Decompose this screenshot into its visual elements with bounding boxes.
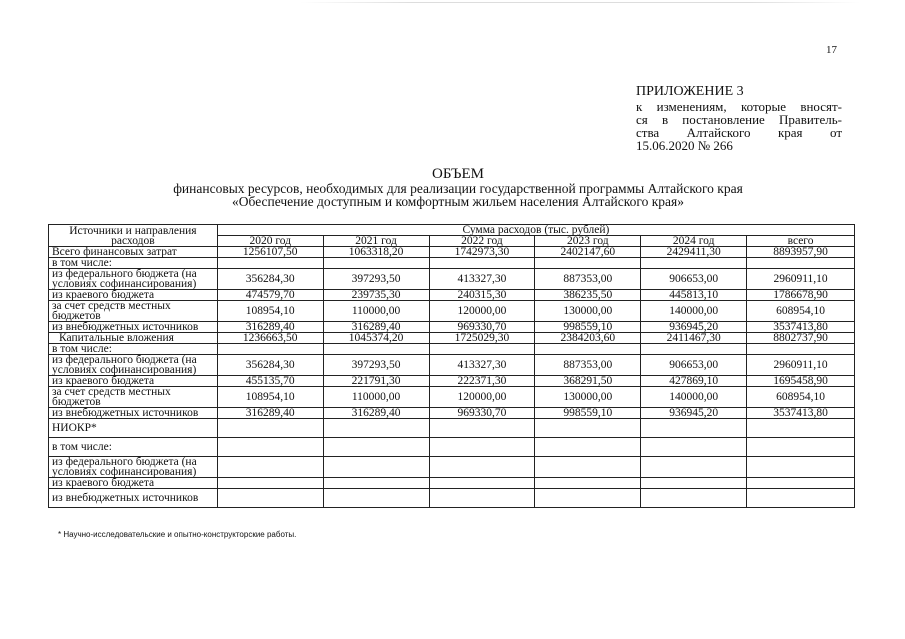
row-value: 887353,00 — [535, 269, 641, 290]
row-value: 316289,40 — [217, 322, 323, 333]
row-value: 120000,00 — [429, 387, 535, 408]
row-value: 906653,00 — [641, 355, 747, 376]
row-value — [535, 457, 641, 478]
row-value — [535, 419, 641, 438]
row-value: 110000,00 — [323, 387, 429, 408]
row-value — [641, 438, 747, 457]
row-value: 130000,00 — [535, 387, 641, 408]
row-value — [323, 438, 429, 457]
appendix-line: к изменениям, которые вносят- — [636, 99, 842, 114]
row-value: 2960911,10 — [747, 355, 855, 376]
row-label: Капитальные вложения — [49, 333, 218, 344]
row-value: 2402147,60 — [535, 247, 641, 258]
row-value — [429, 478, 535, 489]
row-value — [535, 258, 641, 269]
row-value: 906653,00 — [641, 269, 747, 290]
row-value: 316289,40 — [323, 408, 429, 419]
header-source: Источники и направления расходов — [49, 225, 218, 247]
footnote: * Научно-исследовательские и опытно-конструкторские работы. — [58, 530, 297, 539]
row-value: 1256107,50 — [217, 247, 323, 258]
table-row — [49, 355, 855, 376]
row-value: 316289,40 — [217, 408, 323, 419]
row-value — [641, 258, 747, 269]
row-value: 1063318,20 — [323, 247, 429, 258]
header-sum: Сумма расходов (тыс. рублей) — [217, 225, 854, 236]
row-value: 110000,00 — [323, 301, 429, 322]
row-value: 2429411,30 — [641, 247, 747, 258]
row-value: 887353,00 — [535, 355, 641, 376]
row-value — [747, 344, 855, 355]
table-row — [49, 457, 855, 478]
row-value — [747, 478, 855, 489]
row-value — [535, 438, 641, 457]
row-value: 936945,20 — [641, 408, 747, 419]
row-value: 998559,10 — [535, 408, 641, 419]
row-value: 2960911,10 — [747, 269, 855, 290]
table-row — [49, 438, 855, 457]
row-value: 936945,20 — [641, 322, 747, 333]
row-label: за счет средств местных бюджетов — [49, 387, 218, 408]
row-value: 3537413,80 — [747, 322, 855, 333]
row-value: 1742973,30 — [429, 247, 535, 258]
row-label: из федерального бюджета (на условиях софинансирования) — [49, 355, 218, 376]
row-value: 239735,30 — [323, 290, 429, 301]
header-year: 2022 год — [429, 236, 535, 247]
row-value: 8802737,90 — [747, 333, 855, 344]
scan-edge-artifact — [300, 2, 860, 3]
table-row — [49, 478, 855, 489]
row-label: в том числе: — [49, 344, 218, 355]
finance-table — [48, 224, 855, 508]
table-row — [49, 247, 855, 258]
row-value — [747, 419, 855, 438]
row-value: 356284,30 — [217, 269, 323, 290]
row-value: 1725029,30 — [429, 333, 535, 344]
row-value: 130000,00 — [535, 301, 641, 322]
row-label: в том числе: — [49, 438, 218, 457]
row-value: 1236663,50 — [217, 333, 323, 344]
table-row — [49, 301, 855, 322]
heading-title: ОБЪЕМ — [432, 166, 484, 182]
row-value — [747, 489, 855, 508]
row-value — [429, 457, 535, 478]
header-year: 2020 год — [217, 236, 323, 247]
row-label: из федерального бюджета (на условиях софинансирования) — [49, 457, 218, 478]
row-value: 445813,10 — [641, 290, 747, 301]
row-label: из внебюджетных источников — [49, 489, 218, 508]
table-row — [49, 322, 855, 333]
row-value: 1786678,90 — [747, 290, 855, 301]
row-value: 108954,10 — [217, 301, 323, 322]
row-value: 368291,50 — [535, 376, 641, 387]
row-value: 413327,30 — [429, 355, 535, 376]
row-value: 397293,50 — [323, 355, 429, 376]
table-row — [49, 269, 855, 290]
row-value — [641, 344, 747, 355]
row-value: 969330,70 — [429, 322, 535, 333]
heading-line: «Обеспечение доступным и комфортным жильем населения Алтайского края» — [232, 194, 684, 209]
row-value — [323, 457, 429, 478]
row-value — [429, 419, 535, 438]
header-year: 2021 год — [323, 236, 429, 247]
row-value — [747, 438, 855, 457]
row-value — [217, 344, 323, 355]
row-value: 140000,00 — [641, 387, 747, 408]
row-value — [323, 419, 429, 438]
row-value — [323, 258, 429, 269]
row-value: 413327,30 — [429, 269, 535, 290]
row-label: из внебюджетных источников — [49, 408, 218, 419]
row-value — [641, 478, 747, 489]
row-value — [641, 489, 747, 508]
page-number: 17 — [826, 44, 837, 56]
appendix-title: ПРИЛОЖЕНИЕ 3 — [636, 84, 744, 99]
row-label: из внебюджетных источников — [49, 322, 218, 333]
row-value: 1045374,20 — [323, 333, 429, 344]
table-row — [49, 344, 855, 355]
row-label: в том числе: — [49, 258, 218, 269]
row-value — [217, 478, 323, 489]
row-value: 2411467,30 — [641, 333, 747, 344]
row-label: за счет средств местных бюджетов — [49, 301, 218, 322]
row-value — [323, 344, 429, 355]
header-year: 2024 год — [641, 236, 747, 247]
table-row — [49, 258, 855, 269]
row-value: 474579,70 — [217, 290, 323, 301]
appendix-block — [636, 84, 842, 152]
row-value: 2384203,60 — [535, 333, 641, 344]
row-label: из краевого бюджета — [49, 478, 218, 489]
table-row — [49, 376, 855, 387]
row-value — [323, 478, 429, 489]
row-value — [429, 489, 535, 508]
table-row — [49, 489, 855, 508]
heading-line: финансовых ресурсов, необходимых для реализации государственной программы Алтайского края — [173, 181, 743, 196]
row-value — [217, 419, 323, 438]
row-value — [535, 489, 641, 508]
row-label: из краевого бюджета — [49, 290, 218, 301]
row-value — [429, 258, 535, 269]
row-value — [217, 258, 323, 269]
row-value: 455135,70 — [217, 376, 323, 387]
row-value: 608954,10 — [747, 301, 855, 322]
header-year: 2023 год — [535, 236, 641, 247]
row-value — [323, 489, 429, 508]
row-value: 120000,00 — [429, 301, 535, 322]
row-value: 222371,30 — [429, 376, 535, 387]
row-value: 386235,50 — [535, 290, 641, 301]
row-value — [429, 438, 535, 457]
row-label: НИОКР* — [49, 419, 218, 438]
appendix-line: ства Алтайского края от — [636, 125, 842, 140]
row-value: 427869,10 — [641, 376, 747, 387]
row-value — [747, 258, 855, 269]
row-value: 969330,70 — [429, 408, 535, 419]
table-row — [49, 387, 855, 408]
row-value: 998559,10 — [535, 322, 641, 333]
row-value: 8893957,90 — [747, 247, 855, 258]
row-label: из краевого бюджета — [49, 376, 218, 387]
row-label: из федерального бюджета (на условиях софинансирования) — [49, 269, 218, 290]
table-row — [49, 419, 855, 438]
row-value: 316289,40 — [323, 322, 429, 333]
table-row — [49, 408, 855, 419]
row-value — [217, 457, 323, 478]
table-row — [49, 290, 855, 301]
appendix-line: 15.06.2020 № 266 — [636, 138, 733, 153]
table-header-row — [49, 225, 855, 236]
table-row — [49, 333, 855, 344]
row-value: 221791,30 — [323, 376, 429, 387]
row-value: 608954,10 — [747, 387, 855, 408]
row-value: 240315,30 — [429, 290, 535, 301]
table-body — [49, 247, 855, 508]
row-value: 140000,00 — [641, 301, 747, 322]
header-total: всего — [747, 236, 855, 247]
document-heading — [60, 166, 856, 208]
row-value — [641, 419, 747, 438]
row-value: 397293,50 — [323, 269, 429, 290]
row-value: 108954,10 — [217, 387, 323, 408]
row-value — [429, 344, 535, 355]
row-value — [535, 478, 641, 489]
appendix-line: ся в постановление Правитель- — [636, 112, 842, 127]
row-value — [747, 457, 855, 478]
row-value — [217, 438, 323, 457]
row-value: 1695458,90 — [747, 376, 855, 387]
row-value: 356284,30 — [217, 355, 323, 376]
row-value — [535, 344, 641, 355]
row-value — [217, 489, 323, 508]
row-value: 3537413,80 — [747, 408, 855, 419]
row-value — [641, 457, 747, 478]
row-label: Всего финансовых затрат — [49, 247, 218, 258]
